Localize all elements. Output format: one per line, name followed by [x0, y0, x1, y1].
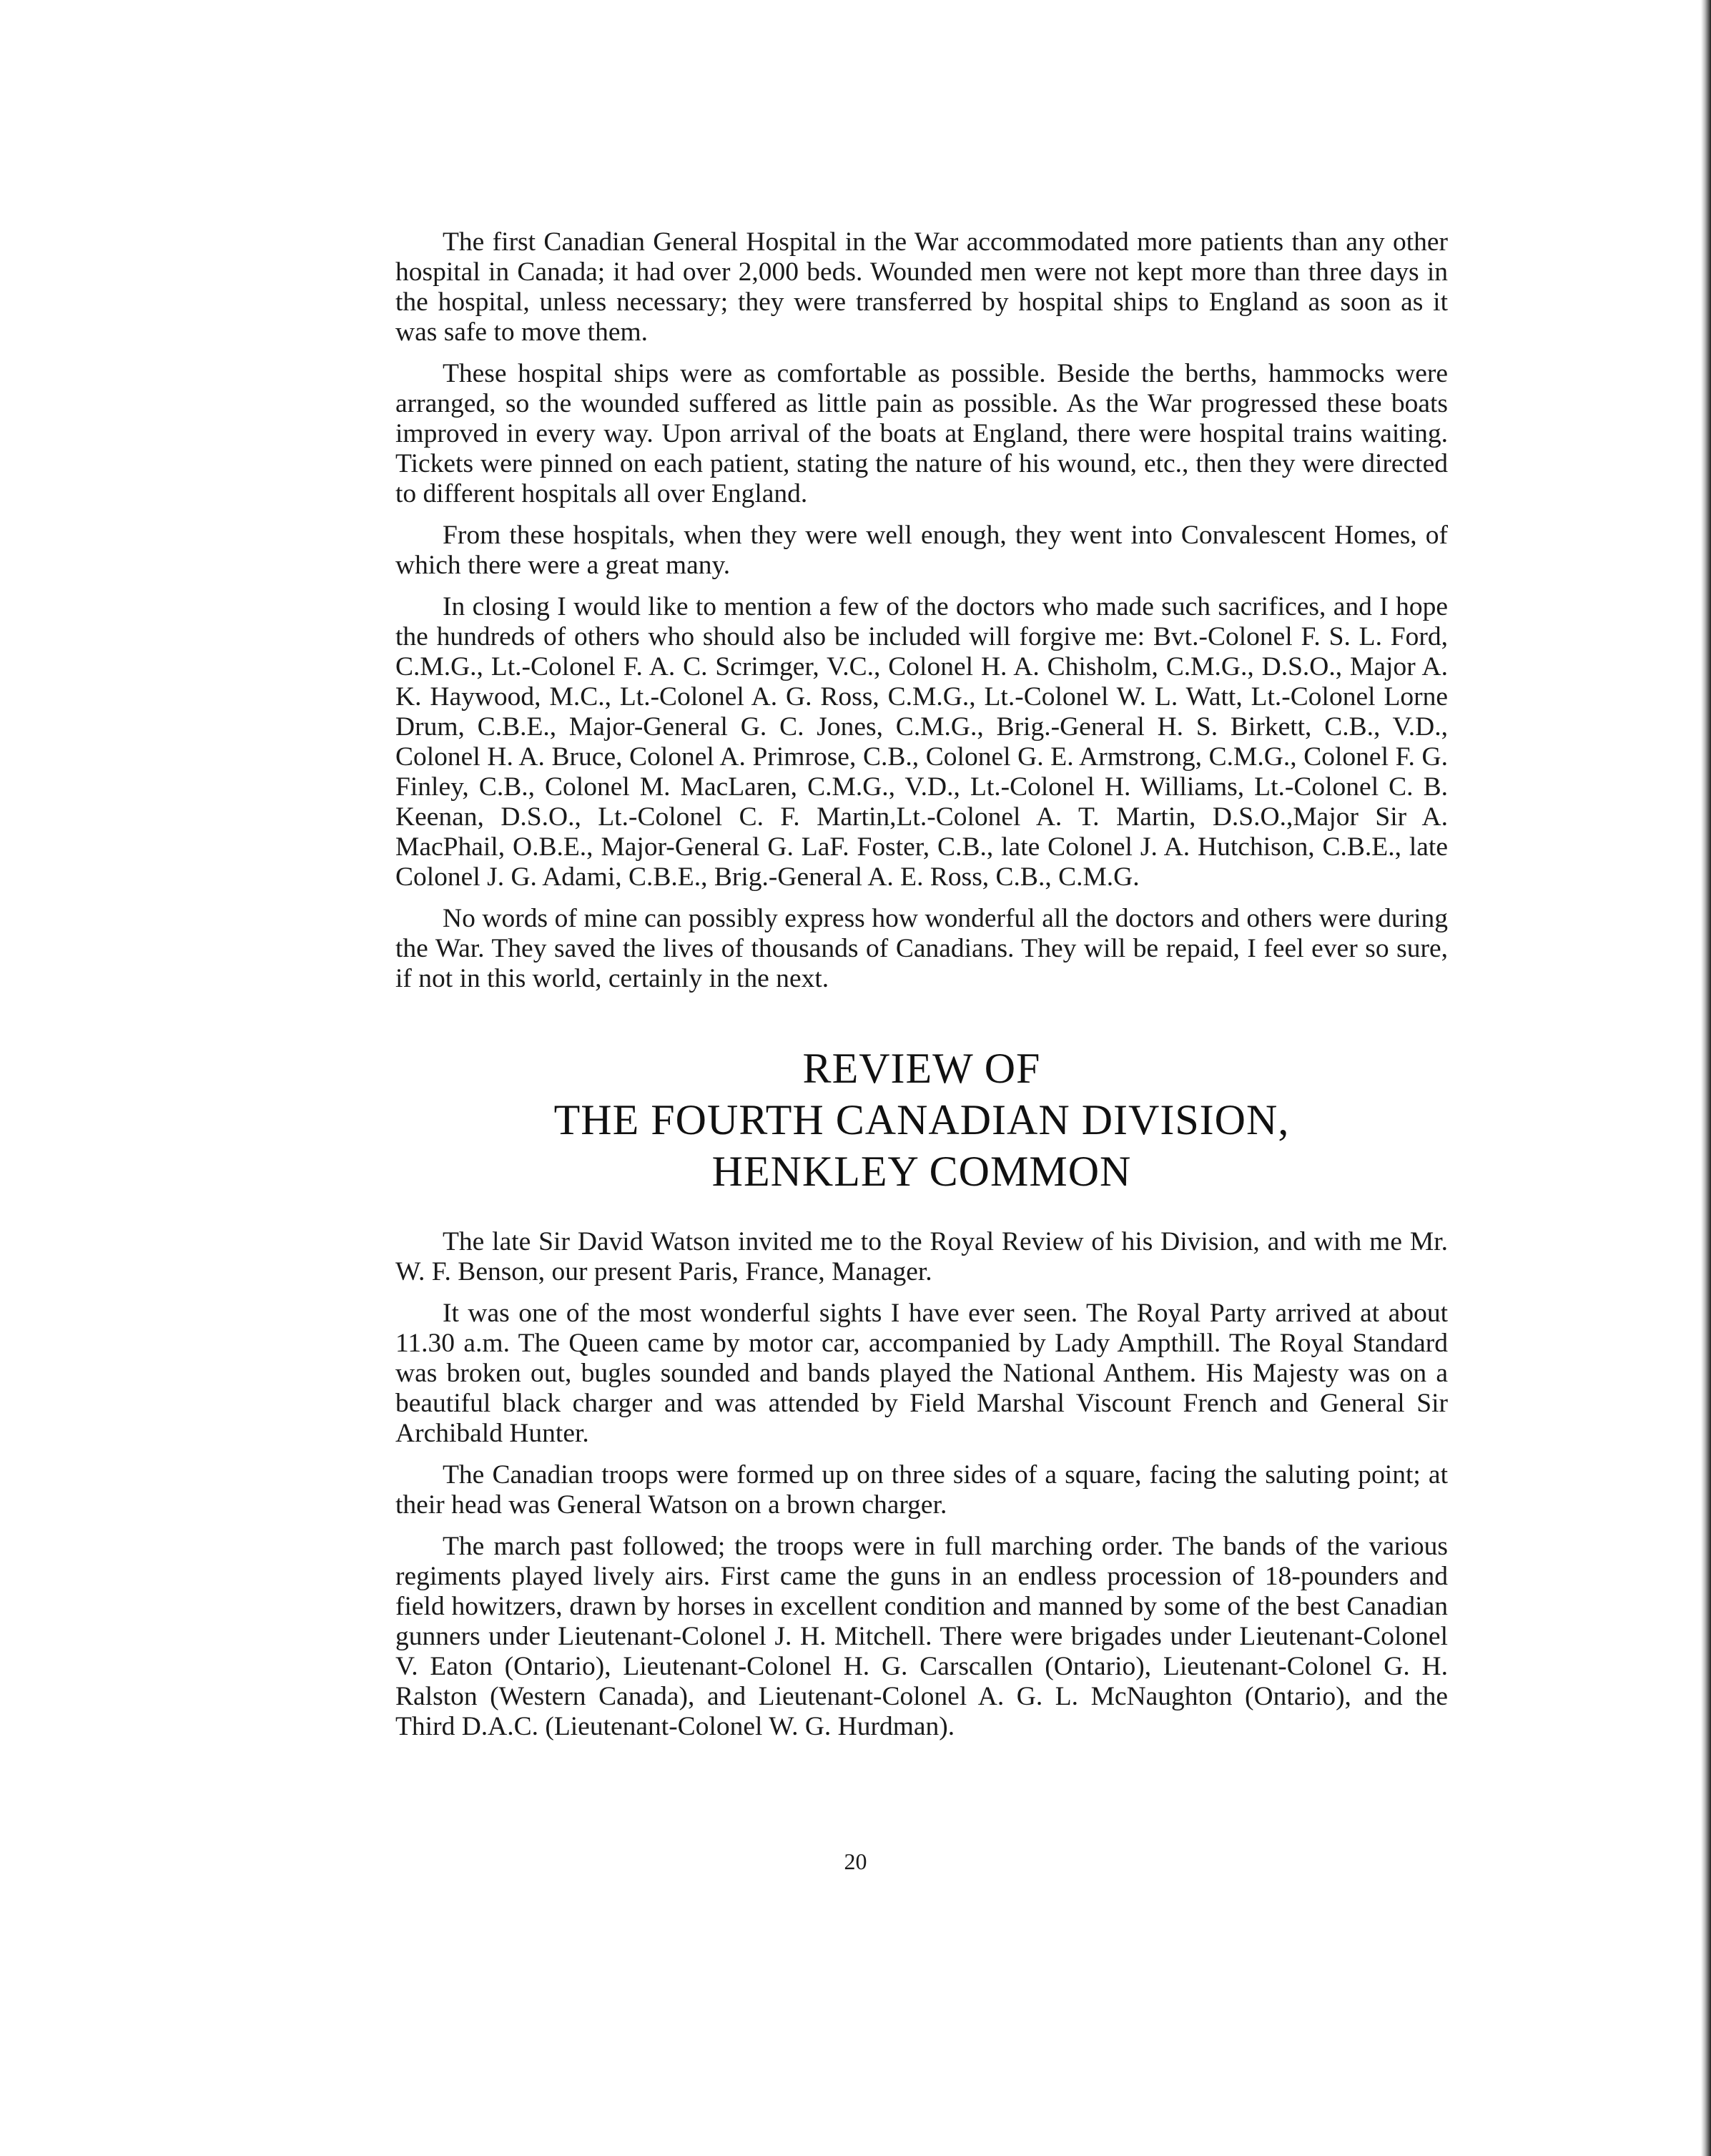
scan-edge-shadow [1701, 0, 1711, 2156]
heading-line-2: THE FOURTH CANADIAN DIVISION, [553, 1096, 1290, 1143]
paragraph-hospital-ships: These hospital ships were as comfortable as possible. Beside the berths, hammocks were arranged, so the wounded suffered as little pain as possible. As the War progressed these boats improved in every way. Upon arrival of the boats at England, there were hospital trains waiting. Tickets were pinned on each patient, stating the nature of his wound, etc., then they were directed to different hospitals all over England. [395, 359, 1448, 508]
paragraph-royal-party: It was one of the most wonderful sights I have ever seen. The Royal Party arrived at about 11.30 a.m. The Queen came by motor car, accompanied by Lady Ampthill. The Royal Standard was broken out, bugles sounded and bands played the National Anthem. His Majesty was on a beautiful black charger and was attended by Field Marshal Viscount French and General Sir Archibald Hunter. [395, 1299, 1448, 1448]
section-heading [395, 1043, 1448, 1197]
heading-line-3: HENKLEY COMMON [711, 1148, 1132, 1195]
heading-line-1: REVIEW OF [802, 1045, 1041, 1092]
text-column [395, 227, 1448, 1753]
paragraph-march-past: The march past followed; the troops were in full marching order. The bands of the various regiments played lively airs. First came the guns in an endless procession of 18-pounders and field howitzers, drawn by horses in excellent condition and manned by some of the best Canadian gunners under Lieutenant-Colonel J. H. Mitchell. There were brigades under Lieutenant-Colonel V. Eaton (Ontario), Lieutenant-Colonel H. G. Carscallen (Ontario), Lieutenant-Colonel G. H. Ralston (Western Canada), and Lieutenant-Colonel A. G. L. McNaughton (Ontario), and the Third D.A.C. (Lieutenant-Colonel W. G. Hurdman). [395, 1532, 1448, 1741]
paragraph-hospital-capacity: The first Canadian General Hospital in the War accommodated more patients than any other hospital in Canada; it had over 2,000 beds. Wounded men were not kept more than three days in the hospital, unless necessary; they were transferred by hospital ships to England as soon as it was safe to move them. [395, 227, 1448, 347]
paragraph-convalescent-homes: From these hospitals, when they were well enough, they went into Convalescent Homes, of which there were a great many. [395, 521, 1448, 580]
paragraph-doctors-list: In closing I would like to mention a few of the doctors who made such sacrifices, and I hope the hundreds of others who should also be included will forgive me: Bvt.-Colonel F. S. L. Ford, C.M.G., Lt.-Colonel F. A. C. Scrimger, V.C., Colonel H. A. Chisholm, C.M.G., D.S.O., Major A. K. Haywood, M.C., Lt.-Colonel A. G. Ross, C.M.G., Lt.-Colonel W. L. Watt, Lt.-Colonel Lorne Drum, C.B.E., Major-General G. C. Jones, C.M.G., Brig.-General H. S. Birkett, C.B., V.D., Colonel H. A. Bruce, Colonel A. Primrose, C.B., Colonel G. E. Armstrong, C.M.G., Colonel F. G. Finley, C.B., Colonel M. MacLaren, C.M.G., V.D., Lt.-Colonel H. Williams, Lt.-Colonel C. B. Keenan, D.S.O., Lt.-Colonel C. F. Martin,Lt.-Colonel A. T. Martin, D.S.O.,Major Sir A. MacPhail, O.B.E., Major-General G. LaF. Foster, C.B., late Colonel J. A. Hutchison, C.B.E., late Colonel J. G. Adami, C.B.E., Brig.-General A. E. Ross, C.B., C.M.G. [395, 592, 1448, 892]
page-number: 20 [844, 1849, 867, 1874]
paragraph-closing-tribute: No words of mine can possibly express how wonderful all the doctors and others were during the War. They saved the lives of thousands of Canadians. They will be repaid, I feel ever so sure, if not in this world, certainly in the next. [395, 904, 1448, 993]
paragraph-invitation: The late Sir David Watson invited me to the Royal Review of his Division, and with me Mr. W. F. Benson, our present Paris, France, Manager. [395, 1227, 1448, 1286]
paragraph-troop-formation: The Canadian troops were formed up on three sides of a square, facing the saluting point; at their head was General Watson on a brown charger. [395, 1460, 1448, 1520]
